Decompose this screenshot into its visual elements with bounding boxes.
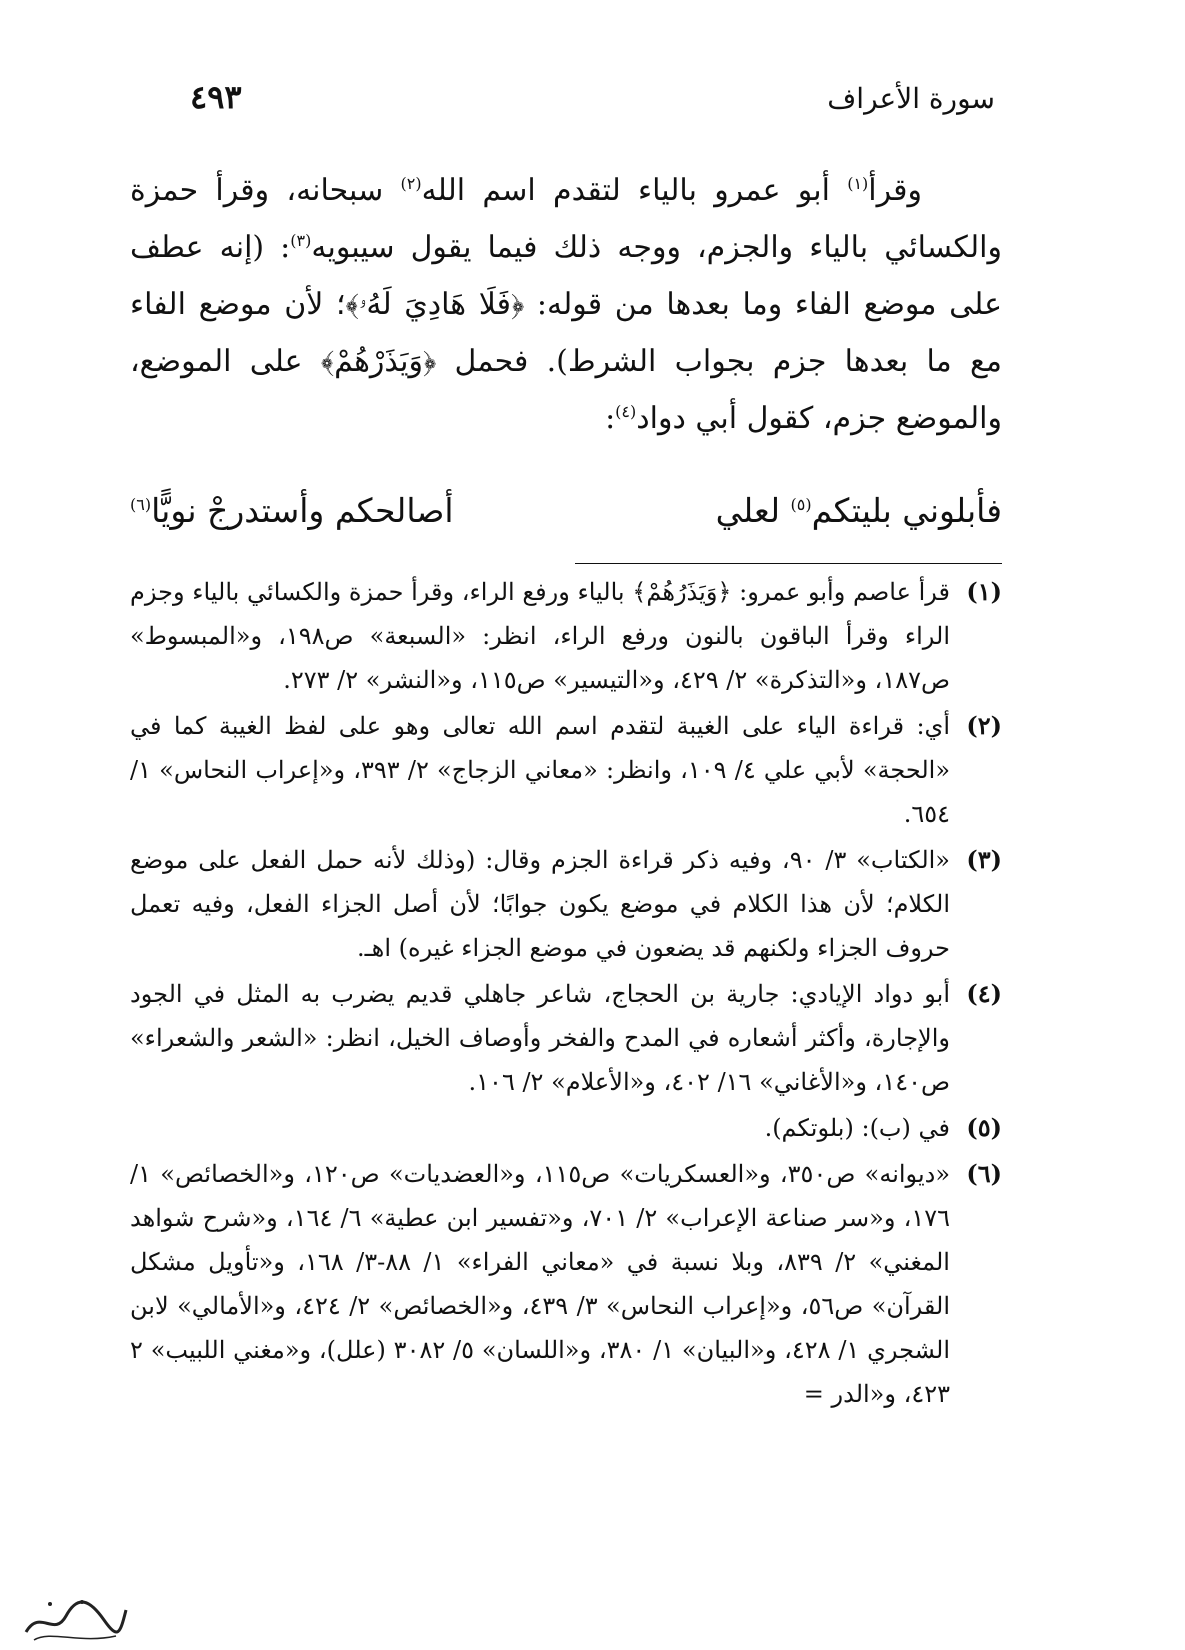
footnotes <box>130 568 1002 1416</box>
footnote-divider <box>575 563 1002 564</box>
footnote-text: في (ب): (بلوتكم). <box>764 1114 950 1142</box>
footnote <box>130 1106 1002 1150</box>
footnote-number: (٥) <box>966 1113 1002 1142</box>
surah-title: سورة الأعراف <box>827 82 995 115</box>
footnote-number: (٤) <box>966 979 1002 1008</box>
verse-first-hemistich: فأبلوني بليتكم$^{(٥)}$ لعلي <box>715 490 1002 530</box>
footnote-number: (٢) <box>966 711 1002 740</box>
library-stamp-logo <box>20 1590 130 1646</box>
page-header <box>190 78 995 118</box>
footnote-number: (٦) <box>966 1159 1002 1188</box>
poetry-verse <box>130 480 1002 540</box>
footnote-number: (٣) <box>966 845 1002 874</box>
footnote-number: (١) <box>966 577 1002 606</box>
footnote <box>130 838 1002 970</box>
footnote <box>130 972 1002 1104</box>
main-paragraph: وقرأ$^{(١)}$ أبو عمرو بالياء لتقدم اسم الله$^{(٢)}$ سبحانه، وقرأ حمزة والكسائي بالياء والجزم، ووجه ذلك فيما يقول سيبويه$^{(٣)}$: (إنه عطف على موضع الفاء وما بعدها من قوله: ﴿فَلَا هَادِيَ لَهُۥ﴾؛ لأن موضع الفاء مع ما بعدها جزم بجواب الشرط). فحمل ﴿وَيَذَرْهُمْ﴾ على الموضع، والموضع جزم، كقول أبي دواد$^{(٤)}$: <box>130 173 1003 436</box>
main-text <box>130 162 1002 447</box>
footnote-text: أبو دواد الإيادي: جارية بن الحجاج، شاعر جاهلي قديم يضرب به المثل في الجود والإجارة، وأكثر أشعاره في المدح والفخر وأوصاف الخيل، انظر: «الشعر والشعراء» ص١٤٠، و«الأغاني» ١٦/ ٤٠٢، و«الأعلام» ٢/ ١٠٦. <box>130 980 950 1096</box>
verse-second-hemistich: أصالحكم وأستدرجْ نويًّا$^{(٦)}$ <box>130 490 454 530</box>
footnote <box>130 704 1002 836</box>
footnote-text: «الكتاب» ٣/ ٩٠، وفيه ذكر قراءة الجزم وقال: (وذلك لأنه حمل الفعل على موضع الكلام؛ لأن هذا الكلام في موضع يكون جوابًا؛ لأن أصل الجزاء الفعل، وفيه تعمل حروف الجزاء ولكنهم قد يضعون في موضع الجزاء غيره) اهـ. <box>130 846 950 962</box>
footnote <box>130 570 1002 702</box>
footnote-text: قرأ عاصم وأبو عمرو: ﴿وَيَذَرُهُمْ﴾ بالياء ورفع الراء، وقرأ حمزة والكسائي بالياء وجزم الراء وقرأ الباقون بالنون ورفع الراء، انظر: «السبعة» ص١٩٨، و«المبسوط» ص١٨٧، و«التذكرة» ٢/ ٤٢٩، و«التيسير» ص١١٥، و«النشر» ٢/ ٢٧٣. <box>130 578 950 694</box>
footnote-text: أي: قراءة الياء على الغيبة لتقدم اسم الله تعالى وهو على لفظ الغيبة كما في «الحجة» لأبي علي ٤/ ١٠٩، وانظر: «معاني الزجاج» ٢/ ٣٩٣، و«إعراب النحاس» ١/ ٦٥٤. <box>130 712 951 828</box>
footnote <box>130 1152 1002 1416</box>
page-number: ٤٩٣ <box>190 78 242 116</box>
footnote-text: «ديوانه» ص٣٥٠، و«العسكريات» ص١١٥، و«العضديات» ص١٢٠، و«الخصائص» ١/ ١٧٦، و«سر صناعة الإعراب» ٢/ ٧٠١، و«تفسير ابن عطية» ٦/ ١٦٤، و«شرح شواهد المغني» ٢/ ٨٣٩، وبلا نسبة في «معاني الفراء» ١/ ٨٨-٣/ ١٦٨، و«تأويل مشكل القرآن» ص٥٦، و«إعراب النحاس» ٣/ ٤٣٩، و«الخصائص» ٢/ ٤٢٤، و«الأمالي» لابن الشجري ١/ ٤٢٨، و«البيان» ١/ ٣٨٠، و«اللسان» ٥/ ٣٠٨٢ (علل)، و«مغني اللبيب» ٢ ٤٢٣، و«الدر = <box>130 1160 951 1408</box>
